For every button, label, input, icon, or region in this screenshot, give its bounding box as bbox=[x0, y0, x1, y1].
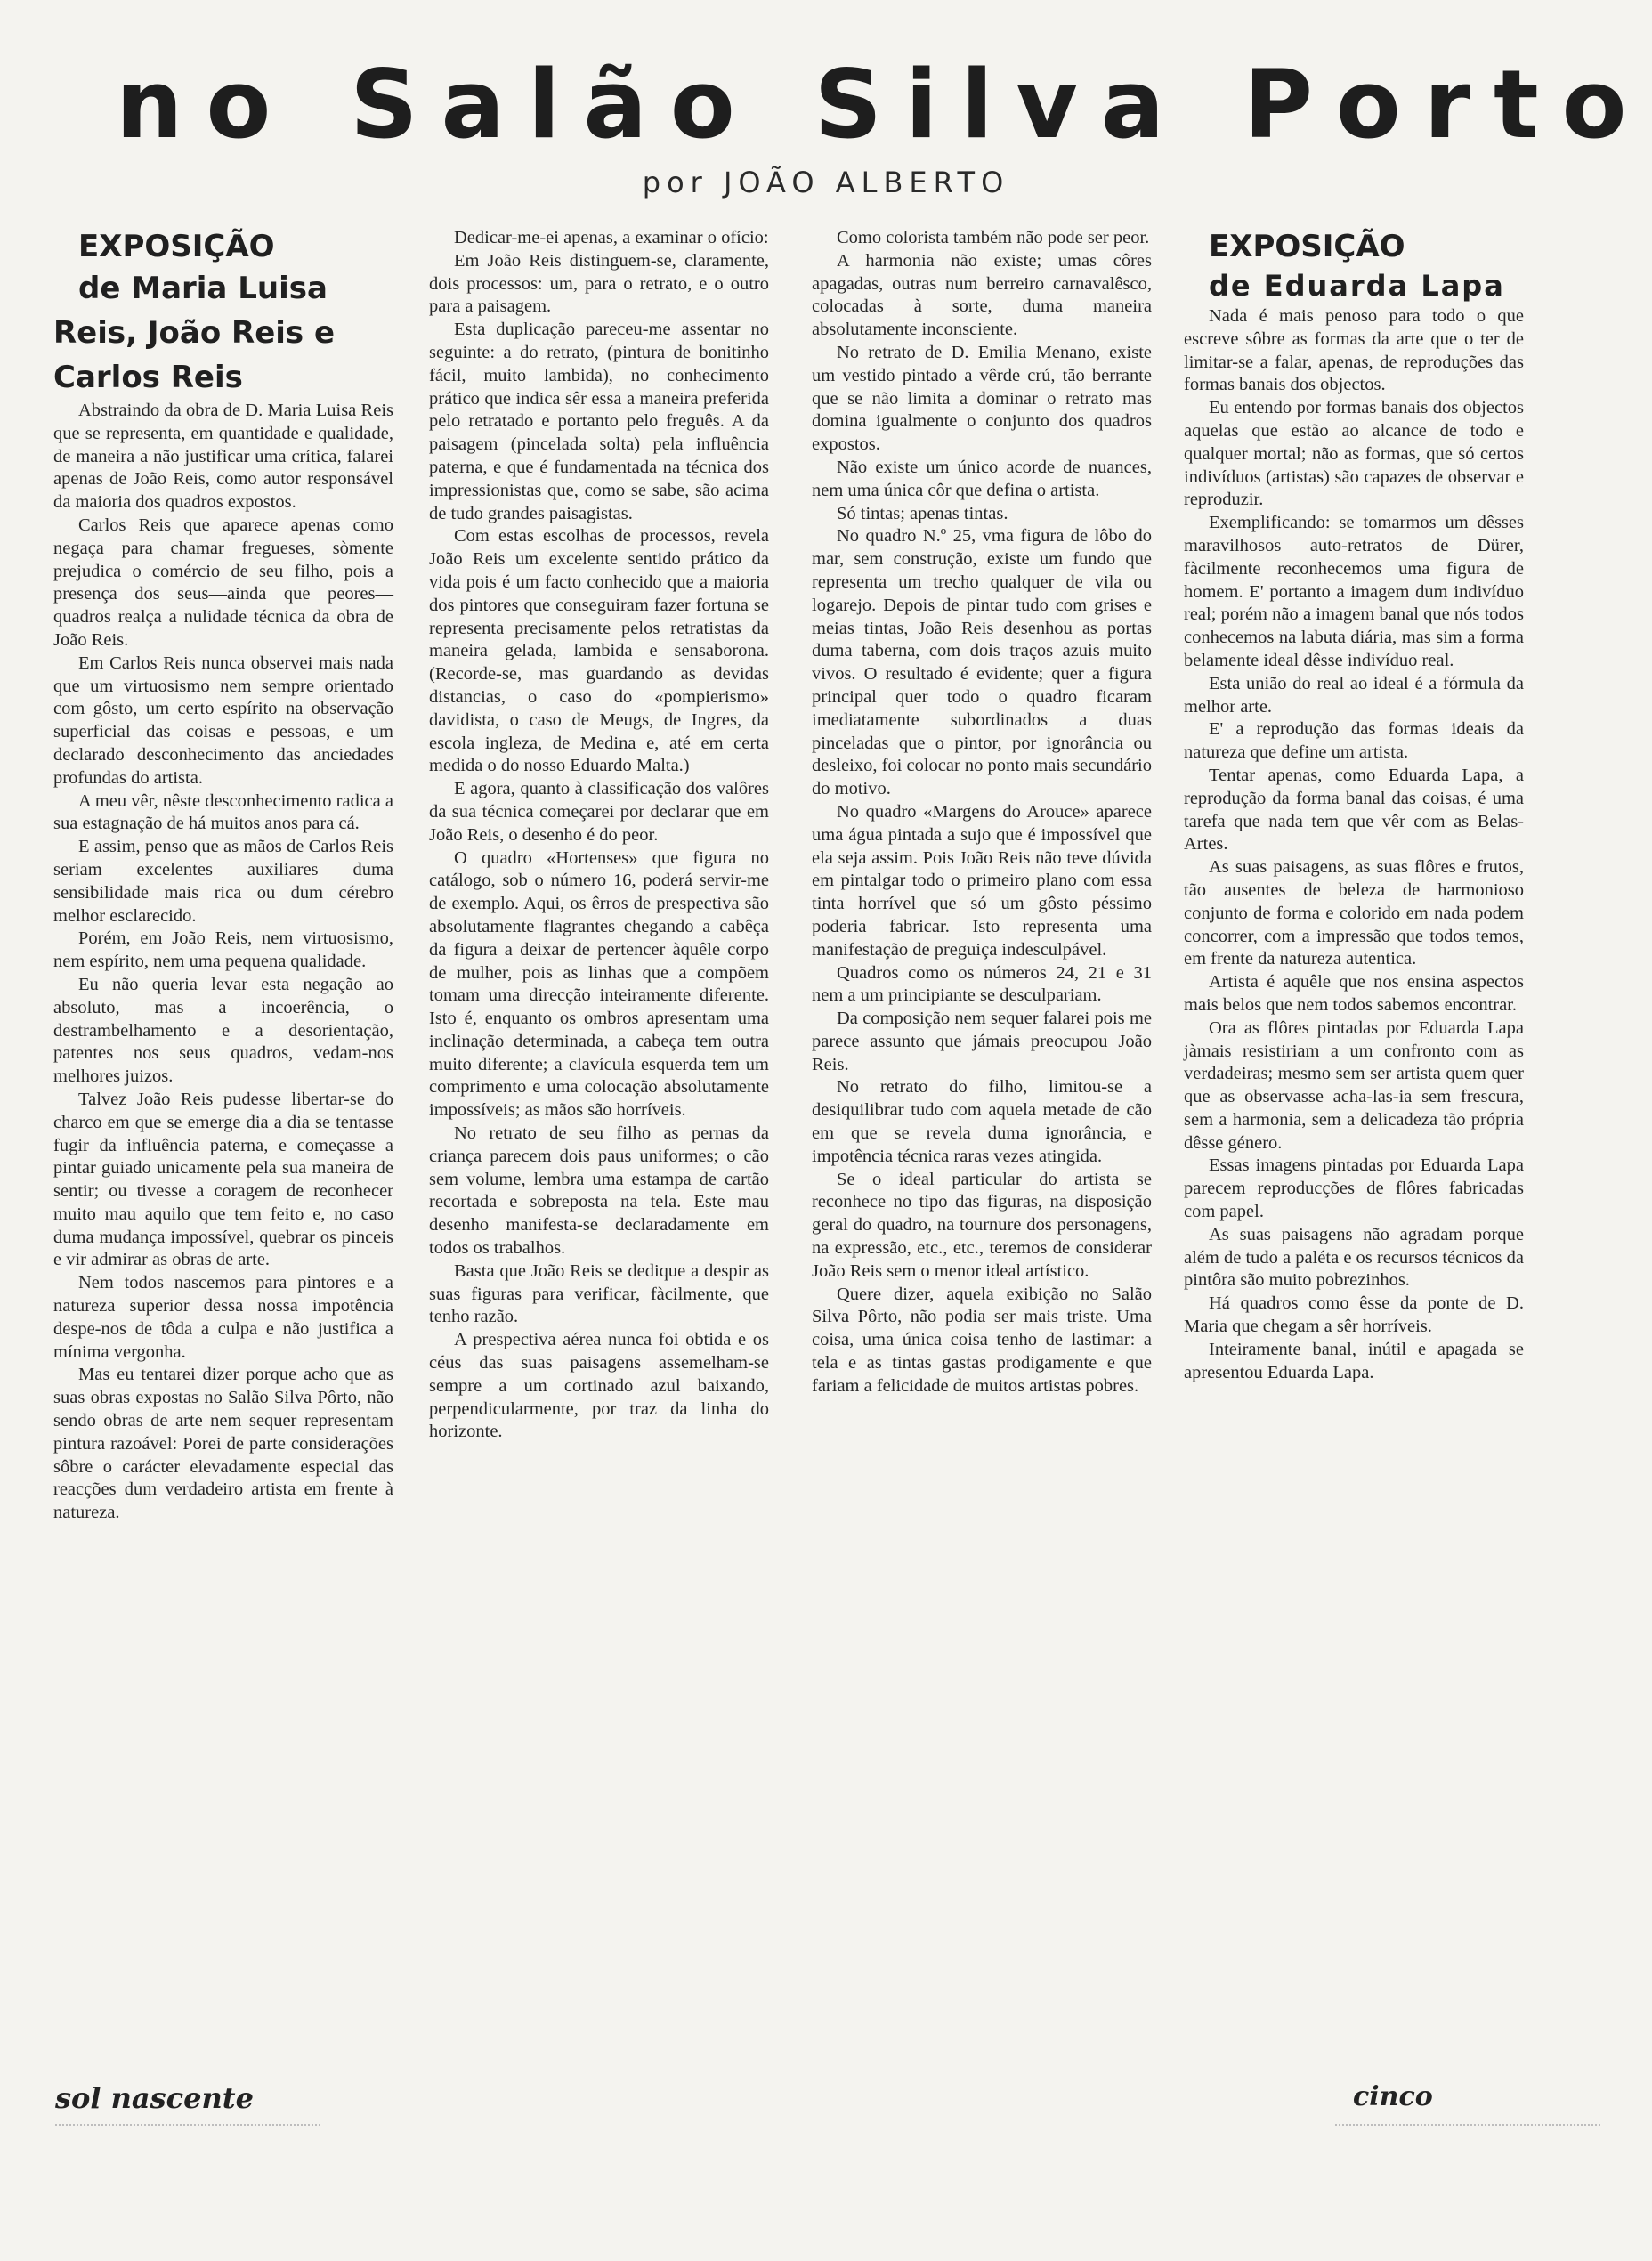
exhibition-1-heading: EXPOSIÇÃO bbox=[78, 229, 275, 264]
paragraph: As suas paisagens não agradam porque além de tudo a paléta e os recursos técnicos da pintôra são muito pobrezinhos. bbox=[1184, 1224, 1524, 1291]
paragraph: Carlos Reis que aparece apenas como negaça para chamar fregueses, sòmente prejudica o comércio de seu filho, pois a presença dos seus—ainda que peores—quadros realça a nulidade técnica da obra de João Reis. bbox=[53, 515, 393, 650]
column-3 bbox=[812, 227, 1152, 1398]
paragraph: E' a reprodução das formas ideais da natureza que define um artista. bbox=[1184, 719, 1524, 763]
paragraph: Nada é mais penoso para todo o que escreve sôbre as formas da arte que o ter de limitar-se a falar, apenas, de reproduções das formas banais dos objectos. bbox=[1184, 306, 1524, 395]
paragraph: Quere dizer, aquela exibição no Salão Silva Pôrto, não podia ser mais triste. Uma coisa, uma única coisa tenho de lastimar: a tela e as tintas gastas prodigamente e que fariam a felicidade de muitos artistas pobres. bbox=[812, 1284, 1152, 1396]
paragraph: Eu não queria levar esta negação ao absoluto, mas a incoerência, o destrambelhamento e a desorientação, patentes nos seus quadros, vedam-nos melhores juizos. bbox=[53, 974, 393, 1087]
paragraph: Essas imagens pintadas por Eduarda Lapa parecem reproducções de flôres fabricadas com papel. bbox=[1184, 1155, 1524, 1222]
paragraph: Só tintas; apenas tintas. bbox=[837, 503, 1008, 523]
paragraph: Artista é aquêle que nos ensina aspectos mais belos que nem todos sabemos encontrar. bbox=[1184, 972, 1524, 1015]
paragraph: Há quadros como êsse da ponte de D. Maria que chegam a sêr horríveis. bbox=[1184, 1293, 1524, 1337]
paragraph: A prespectiva aérea nunca foi obtida e os céus das suas paisagens assemelham-se sempre a um cortinado azul baixando, perpendicularmente, por traz da linha do horizonte. bbox=[429, 1330, 769, 1442]
paragraph: Eu entendo por formas banais dos objectos aquelas que estão ao alcance de todo e qualquer mortal; não as formas, que só certos indivíduos (artistas) são capazes de observar e reproduzir. bbox=[1184, 398, 1524, 510]
column-1 bbox=[53, 227, 393, 1525]
column-2 bbox=[429, 227, 769, 1444]
paragraph: Nem todos nascemos para pintores e a natureza superior dessa nossa impotência despe-nos de tôda a culpa e não justifica a mínima vergonha. bbox=[53, 1273, 393, 1362]
paragraph: Porém, em João Reis, nem virtuosismo, nem espírito, nem uma pequena qualidade. bbox=[53, 928, 393, 972]
paragraph: Com estas escolhas de processos, revela João Reis um excelente sentido prático da vida pois é um facto conhecido que a maioria dos pintores que conseguiram fazer fortuna se representa precisamente pelos retratistas da maneira gelada, lambida e sensaborona. (Recorde-se, mas guardando as devidas distancias, o caso do «pompierismo» davidista, o caso de Meugs, de Ingres, da escola ingleza, de Medina e, até em certa medida o do nosso Eduardo Malta.) bbox=[429, 526, 769, 776]
paragraph: A meu vêr, nêste desconhecimento radica a sua estagnação de há muitos anos para cá. bbox=[53, 790, 393, 834]
paragraph: Se o ideal particular do artista se reconhece no tipo das figuras, na disposição geral do quadro, na tournure dos personagens, na expressão, etc., etc., teremos de considerar João Reis sem o menor ideal artístico. bbox=[812, 1169, 1152, 1281]
column-4 bbox=[1184, 227, 1524, 1384]
paragraph: Tentar apenas, como Eduarda Lapa, a reprodução da forma banal das coisas, é uma tarefa que nada tem que vêr com as Belas-Artes. bbox=[1184, 765, 1524, 855]
paragraph: Exemplificando: se tomarmos um dêsses maravilhosos auto-retratos de Dürer, fàcilmente reconhecemos uma figura de homem. E' portanto a imagem dum indivíduo real; porém não a imagem banal que nós todos conhecemos na labuta diária, mas sim a forma belamente ideal dêsse indivíduo real. bbox=[1184, 513, 1524, 670]
exhibition-2-heading: EXPOSIÇÃO bbox=[1209, 229, 1405, 264]
paragraph: As suas paisagens, as suas flôres e frutos, tão ausentes de beleza de harmonioso conjunto de forma e colorido em nada podem concorrer, com a impressão que todos temos, em frente da natureza autentica. bbox=[1184, 857, 1524, 969]
page-number-label: cinco bbox=[1353, 2081, 1433, 2112]
paragraph: Inteiramente banal, inútil e apagada se apresentou Eduarda Lapa. bbox=[1184, 1339, 1524, 1382]
exhibition-2-subtitle: de Eduarda Lapa bbox=[1209, 269, 1505, 303]
paragraph: No retrato do filho, limitou-se a desiquilibrar tudo com aquela metade de cão em que se revela duma ignorância, e impotência técnica raras vezes atingida. bbox=[812, 1077, 1152, 1166]
paragraph: Como colorista também não pode ser peor. bbox=[837, 228, 1150, 247]
paragraph: Da composição nem sequer falarei pois me parece assunto que jámais preocupou João Reis. bbox=[812, 1009, 1152, 1074]
paragraph: Quadros como os números 24, 21 e 31 nem a um principiante se desculpariam. bbox=[812, 962, 1152, 1006]
paragraph: Esta união do real ao ideal é a fórmula da melhor arte. bbox=[1184, 673, 1524, 717]
paragraph: E agora, quanto à classificação dos valôres da sua técnica começarei por declarar que em João Reis, o desenho é do peor. bbox=[429, 779, 769, 845]
publication-name: sol nascente bbox=[55, 2081, 254, 2115]
paragraph: Basta que João Reis se dedique a despir as suas figuras para verificar, fàcilmente, que tenho razão. bbox=[429, 1260, 769, 1327]
paragraph: Abstraindo da obra de D. Maria Luisa Reis que se representa, em quantidade e qualidade, de maneira a não justificar uma crítica, falarei apenas de João Reis, como autor responsável da maioria dos quadros expostos. bbox=[53, 401, 393, 513]
paragraph: Não existe um único acorde de nuances, nem uma única côr que defina o artista. bbox=[812, 457, 1152, 500]
paragraph: Em João Reis distinguem-se, claramente, dois processos: um, para o retrato, e o outro para a paisagem. bbox=[429, 250, 769, 317]
paragraph: Talvez João Reis pudesse libertar-se do charco em que se emerge dia a dia se tentasse fugir da influência paterna, e começasse a pintar guiado unicamente pela sua maneira de sentir; ou tivesse a coragem de reconhecer muito mau aquilo que tem feito e, no caso duma mudança impossível, quebrar os pinceis e vir admirar as obras de arte. bbox=[53, 1089, 393, 1270]
paragraph: A harmonia não existe; umas côres apagadas, outras num berreiro carnavalêsco, colocadas à sorte, duma maneira absolutamente inconsciente. bbox=[812, 250, 1152, 340]
paragraph: Dedicar-me-ei apenas, a examinar o ofício: bbox=[454, 228, 769, 247]
paragraph: O quadro «Hortenses» que figura no catálogo, sob o número 16, poderá servir-me de exemplo. Aqui, os êrros de prespectiva são absolutamente flagrantes chegando a cabêça da figura a deixar de pertencer àquêle corpo de mulher, pois as linhas que a compõem tomam uma direcção inteiramente diferente. Isto é, enquanto os ombros apresentam uma inclinação determinada, a cabeça tem outra muito diferente; a clavícula esquerda tem um comprimento e uma colocação absolutamente impossíveis; as mãos são horríveis. bbox=[429, 847, 769, 1121]
article-title: no Salão Silva Porto bbox=[116, 50, 1650, 159]
footer-rule-right bbox=[1335, 2124, 1602, 2126]
paragraph: No retrato de seu filho as pernas da criança parecem dois paus uniformes; o cão sem volume, lembra uma estampa de cartão recortada e sobreposta na tela. Este mau desenho manifesta-se declaradamente em todos os trabalhos. bbox=[429, 1123, 769, 1259]
article-byline: por JOÃO ALBERTO bbox=[642, 166, 1010, 199]
footer-rule-left bbox=[55, 2124, 322, 2126]
paragraph: No quadro N.º 25, vma figura de lôbo do mar, sem construção, existe um fundo que representa um trecho qualquer de vila ou logarejo. Depois de pintar tudo com grises e meias tintas, João Reis desenhou as portas duma taberna, com dois traços azuis muito vivos. O resultado é evidente; quer a figura principal quer todo o quadro ficaram imediatamente subordinados a duas pinceladas que o pintor, por ignorância ou desleixo, foi colocar no ponto mais secundário do motivo. bbox=[812, 526, 1152, 799]
paragraph: Em Carlos Reis nunca observei mais nada que um virtuosismo nem sempre orientado com gôsto, um certo espírito na observação superficial das coisas e pessoas, e um declarado desconhecimento das anciedades profundas do artista. bbox=[53, 652, 393, 788]
paragraph: No retrato de D. Emilia Menano, existe um vestido pintado a vêrde crú, tão berrante que se não limita a dominar o retrato mas domina igualmente o conjunto dos quadros expostos. bbox=[812, 342, 1152, 455]
paragraph: E assim, penso que as mãos de Carlos Reis seriam excelentes auxiliares duma sensibilidade mais rica ou dum cérebro melhor esclarecido. bbox=[53, 837, 393, 926]
paragraph: Mas eu tentarei dizer porque acho que as suas obras expostas no Salão Silva Pôrto, não sendo obras de arte nem sequer representam pintura razoável: Porei de parte considerações sôbre o carácter elevadamente especial das reacções dum verdadeiro artista em frente à natureza. bbox=[53, 1365, 393, 1523]
paragraph: Ora as flôres pintadas por Eduarda Lapa jàmais resistiriam a um confronto com as verdadeiras; mesmo sem ser artista quem quer que as observasse acha-las-ia sem frescura, sem a harmonia, sem a delicadeza tão própria dêsse género. bbox=[1184, 1017, 1524, 1153]
exhibition-1-subtitle: de Maria Luisa Reis, João Reis e Carlos Reis bbox=[53, 271, 336, 395]
paragraph: No quadro «Margens do Arouce» aparece uma água pintada a sujo que é impossível que ela seja assim. Pois João Reis não teve dúvida em pintalgar todo o primeiro plano com essa tinta horrível que só um gôsto péssimo poderia fabricar. Isto representa uma manifestação de preguiça indesculpável. bbox=[812, 801, 1152, 960]
paragraph: Esta duplicação pareceu-me assentar no seguinte: a do retrato, (pintura de bonitinho fácil, muito lambida), no conhecimento prático que indica sêr essa a maneira preferida pelo retratado e portanto pelo freguês. A da paisagem (pincelada solta) pela influência paterna, e que é fundamentada na técnica dos impressionistas que, como se sabe, são acima de tudo grandes paisagistas. bbox=[429, 320, 769, 523]
